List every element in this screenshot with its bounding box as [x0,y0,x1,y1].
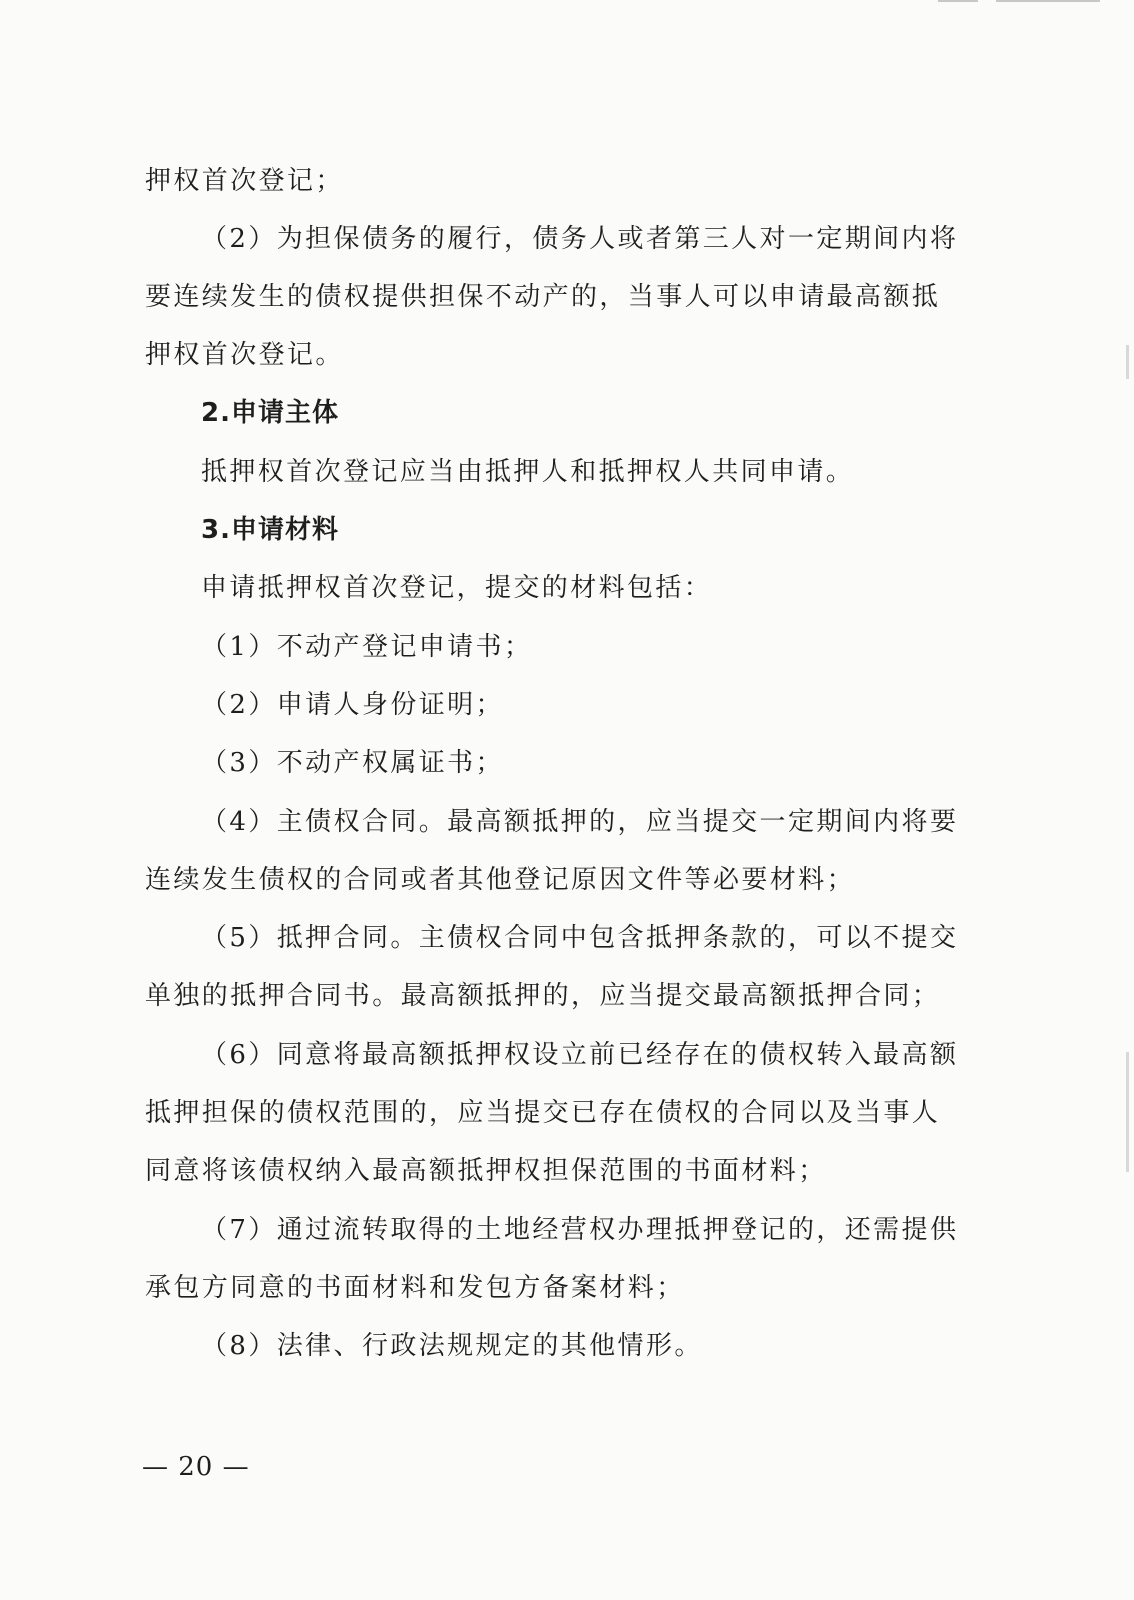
list-item-text: （5）抵押合同。主债权合同中包含抵押条款的，可以不提交 [201,923,959,953]
list-item-text: （8）法律、行政法规规定的其他情形。 [201,1331,703,1361]
body-text-line: 押权首次登记。 [145,340,344,370]
body-text-line: 押权首次登记； [145,166,344,196]
scan-edge-mark [1126,1052,1129,1172]
list-item-text: （2）申请人身份证明； [201,690,504,720]
list-item-text: （6）同意将最高额抵押权设立前已经存在的债权转入最高额 [201,1040,959,1070]
list-item-text: （3）不动产权属证书； [201,748,504,778]
body-text-line: 连续发生债权的合同或者其他登记原因文件等必要材料； [145,865,856,895]
scan-edge-mark [1126,345,1129,379]
section-heading: 3.申请材料 [201,515,339,545]
body-text-line: 单独的抵押合同书。最高额抵押的，应当提交最高额抵押合同； [145,981,941,1011]
section-heading: 2.申请主体 [201,398,339,428]
body-text-line: 抵押权首次登记应当由抵押人和抵押权人共同申请。 [201,457,855,487]
scan-edge-mark [938,0,978,2]
body-text-line: 同意将该债权纳入最高额抵押权担保范围的书面材料； [145,1156,827,1186]
page-number: — 20 — [142,1452,250,1482]
list-item-text: （7）通过流转取得的土地经营权办理抵押登记的，还需提供 [201,1215,959,1245]
list-item-text: （4）主债权合同。最高额抵押的，应当提交一定期间内将要 [201,807,959,837]
list-item-text: （1）不动产登记申请书； [201,632,533,662]
body-text-line: 要连续发生的债权提供担保不动产的，当事人可以申请最高额抵 [145,282,941,312]
body-text-line: 抵押担保的债权范围的，应当提交已存在债权的合同以及当事人 [145,1098,941,1128]
body-text-line: 申请抵押权首次登记，提交的材料包括： [201,573,713,603]
body-text-line: 承包方同意的书面材料和发包方备案材料； [145,1273,685,1303]
scan-edge-mark [996,0,1100,2]
list-item-text: （2）为担保债务的履行，债务人或者第三人对一定期间内将 [201,224,959,254]
